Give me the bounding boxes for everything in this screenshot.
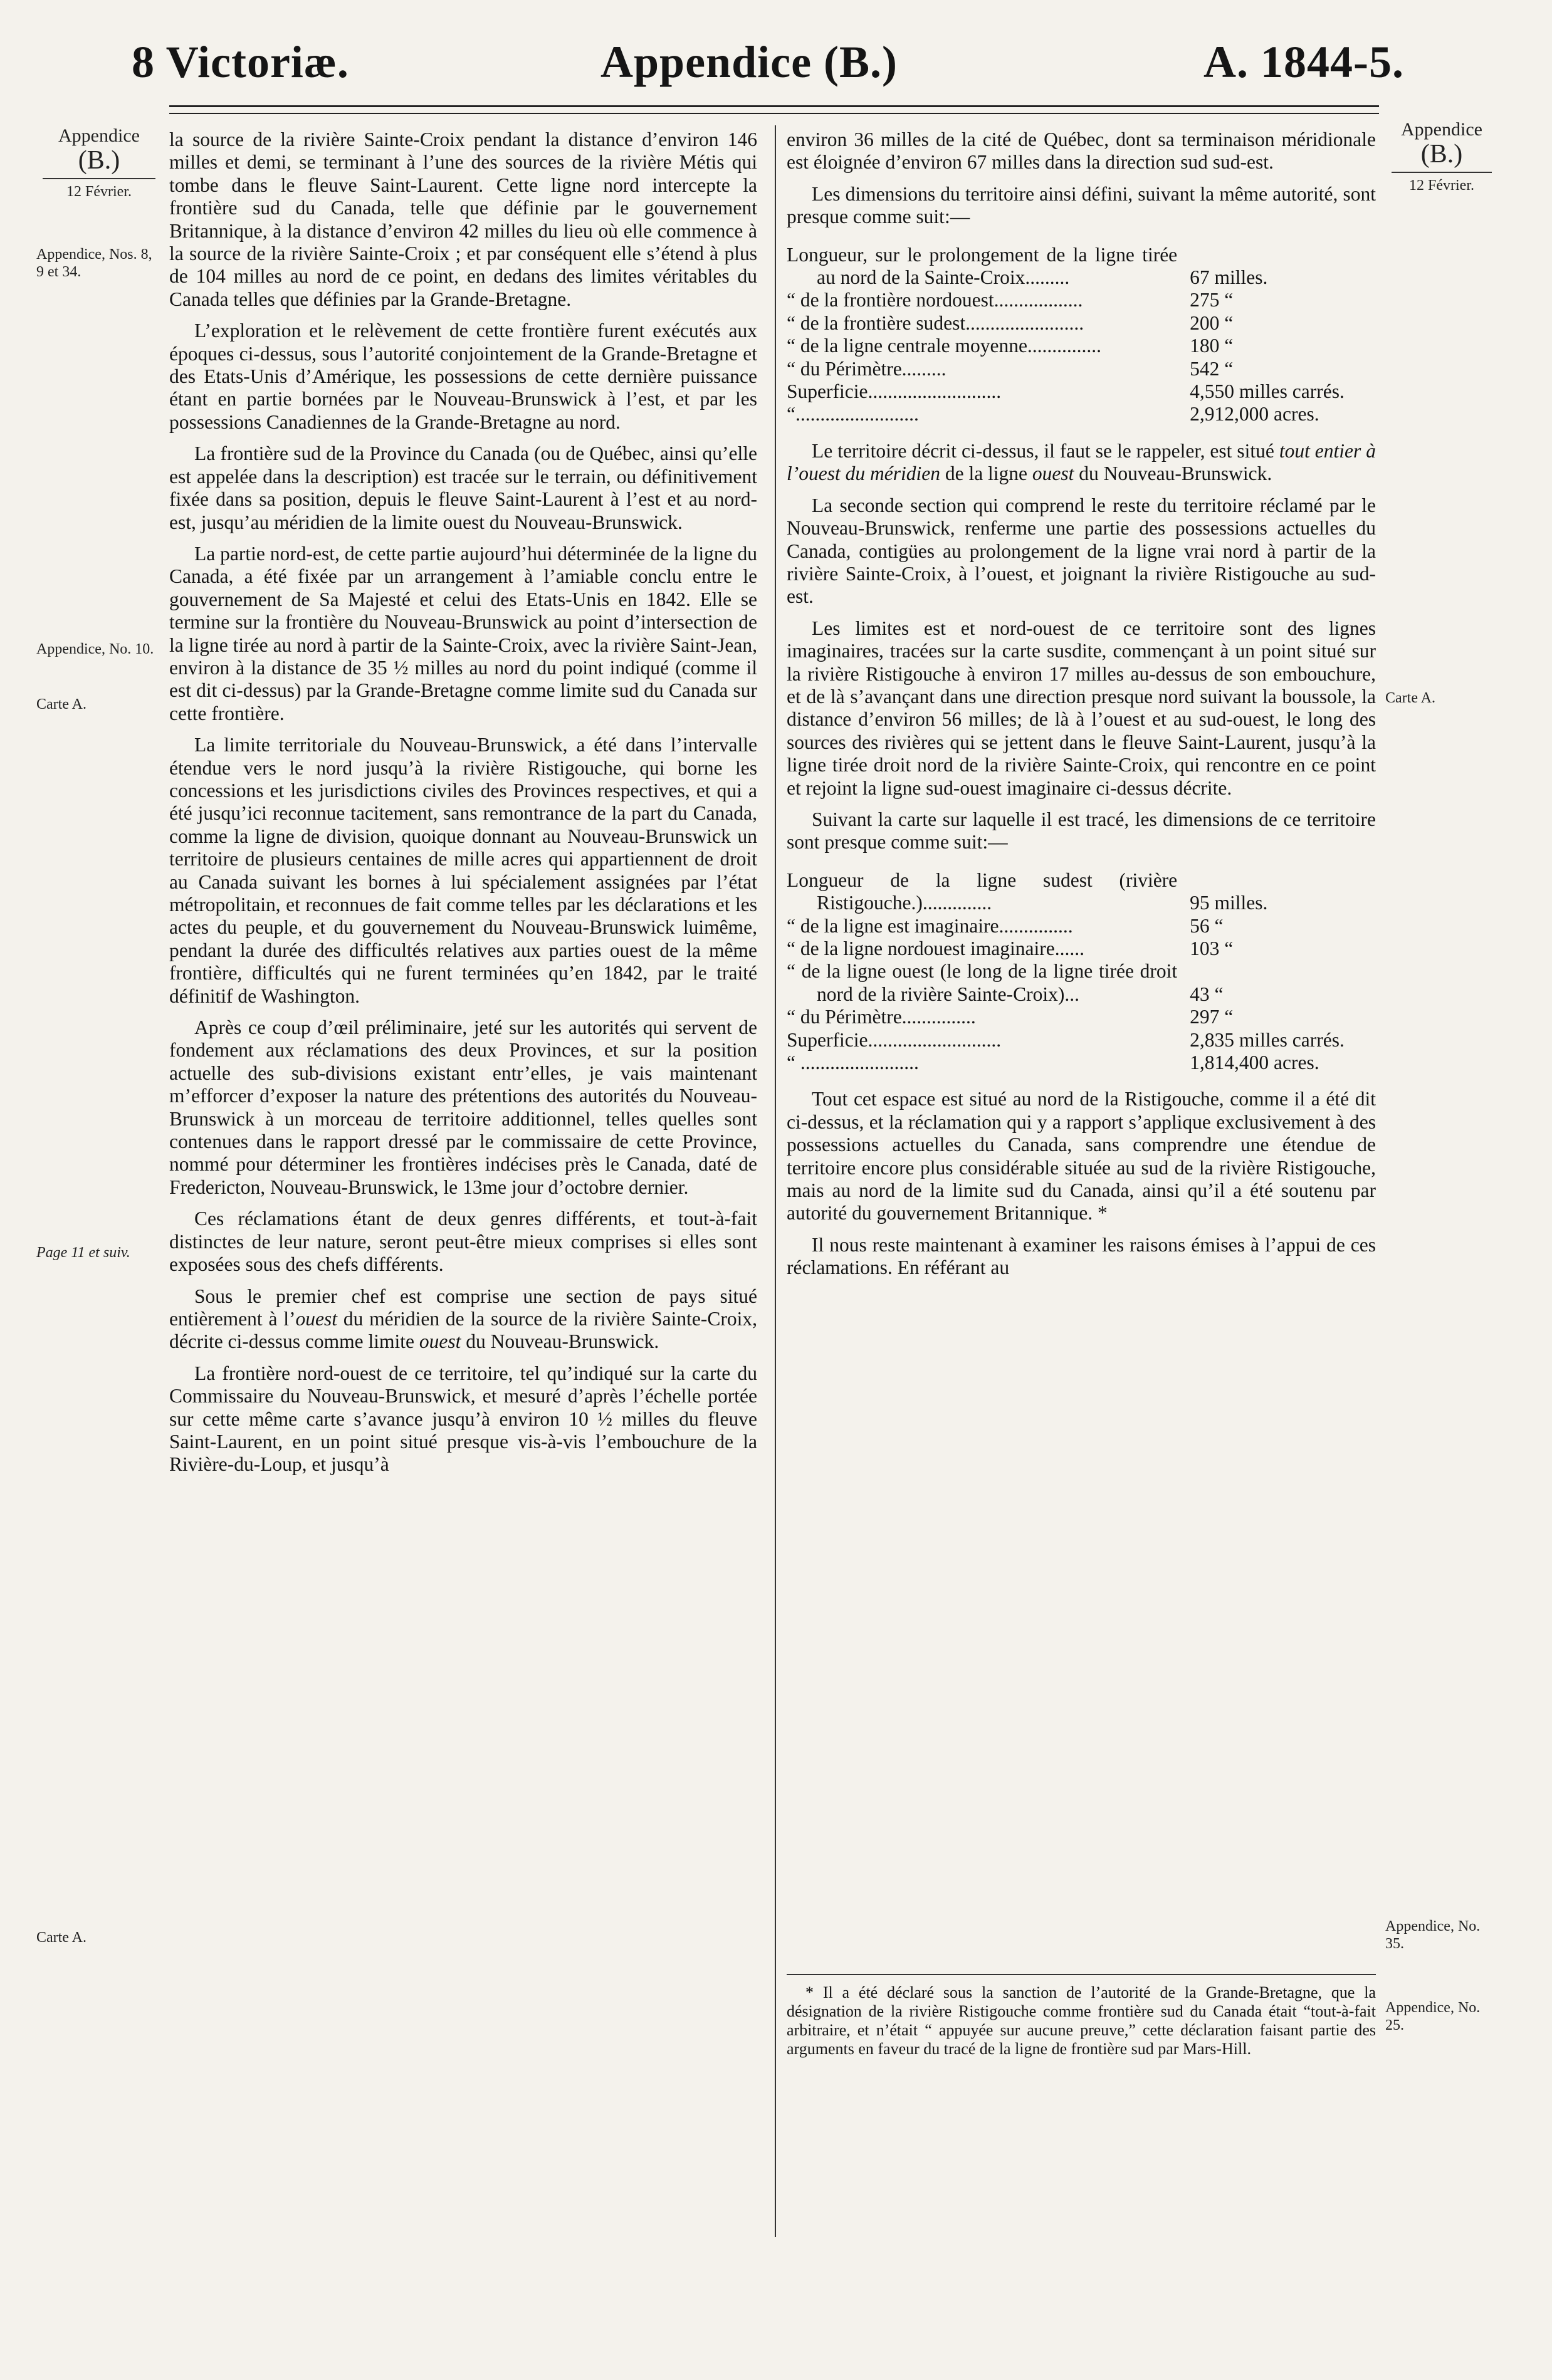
column-separator: [775, 125, 776, 2237]
right-p3-emphasis-2: ouest: [1032, 462, 1074, 485]
table-row-value: 297 “: [1190, 1006, 1234, 1028]
table-row-value: 200 “: [1190, 311, 1234, 334]
table-row-value: 180 “: [1190, 335, 1234, 357]
right-brace: [1392, 172, 1492, 173]
table-row-label: “ de la frontière sudest........................: [787, 311, 1084, 334]
table-row-value: 95 milles.: [1190, 892, 1268, 914]
table-row: [787, 1029, 1376, 1052]
right-paragraph-2: Les dimensions du territoire ainsi défini, suivant la même autorité, sont presque comme suit:—: [787, 182, 1376, 228]
page-header: [94, 25, 1404, 100]
footnote-rule: [787, 1974, 1376, 1975]
left-note-appendix-10: Appendice, No. 10.: [36, 641, 154, 657]
right-note-carte-a: Carte A.: [1385, 690, 1435, 706]
table-row-value: 275 “: [1190, 289, 1234, 311]
table-row-label: “ de la ligne est imaginaire...............: [787, 914, 1073, 937]
table-row-value: 2,835 milles carrés.: [1190, 1028, 1345, 1051]
right-paragraph-7: Tout cet espace est situé au nord de la Ristigouche, comme il a été dit ci-dessus, et la réclamation qui y a rapport s’applique exclusivement à des possessions actuelles du Canada, sans comprendre une étendue de territoire encore plus considérable située au sud de la rivière Ristigouche, mais au nord de la limite sud du Canada, ainsi qu’il a été soutenu par autorité du gouvernement Britannique. *: [787, 1088, 1376, 1224]
left-paragraph-6: Après ce coup d’œil préliminaire, jeté sur les autorités qui servent de fondement aux réclamations des deux Provinces, et sur la position actuelle des sub-divisions existant entr’elles, je vais maintenant m’efforcer d’exposer la nature des prétentions des autorités du Nouveau-Brunswick à un morceau de territoire additionnel, telles quelles sont contenues dans le rapport dressé par le commissaire de cette Province, nommé pour déterminer les frontières indécises près le Canada, daté de Fredericton, Nouveau-Brunswick, le 13me jour d’octobre dernier.: [169, 1016, 757, 1198]
table-row-value: 103 “: [1190, 937, 1234, 959]
table-row-label: Superficie...........................: [787, 380, 1002, 403]
table-row-value: 56 “: [1190, 914, 1224, 937]
table-row: [787, 915, 1376, 937]
right-appendix-label: Appendice: [1401, 119, 1482, 140]
table-row: [787, 937, 1376, 960]
header-session: 8 Victoriæ.: [132, 37, 349, 87]
right-p3-part-b: de la ligne: [940, 462, 1032, 485]
left-appendix-label: Appendice: [58, 125, 140, 146]
right-date: 12 Février.: [1409, 177, 1474, 194]
left-note-appendix-8-9-34: Appendice, Nos. 8, 9 et 34.: [36, 246, 152, 280]
left-appendix-letter: (B.): [78, 146, 120, 175]
table-row: [787, 380, 1376, 403]
table-row-label: “ de la ligne centrale moyenne...............: [787, 335, 1102, 357]
header-year: A. 1844-5.: [1203, 37, 1404, 87]
table-row-label: “ du Périmètre...............: [787, 1006, 976, 1028]
right-appendix-mark: [1385, 119, 1498, 194]
left-note-carte-a: Carte A.: [36, 696, 87, 712]
left-paragraph-2: L’exploration et le relèvement de cette frontière furent exécutés aux époques ci-dessus, sous l’autorité conjointement de la Grande-Bretagne et des Etats-Unis d’Amérique, les possessions de cette dernière puissance étant en partie bornées par le Nouveau-Brunswick à l’est, et par les possessions Canadiennes de la Grande-Bretagne au nord.: [169, 320, 757, 433]
right-note-appendix-25: Appendice, No. 25.: [1385, 2000, 1481, 2033]
table-row: [787, 244, 1376, 290]
left-paragraph-9: La frontière nord-ouest de ce territoire, tel qu’indiqué sur la carte du Commissaire du Nouveau-Brunswick, et mesuré d’après l’échelle portée sur cette même carte s’avance jusqu’à environ 10 ½ milles du fleuve Saint-Laurent, en un point situé presque vis-à-vis l’embouchure de la Rivière-du-Loup, et jusqu’à: [169, 1362, 757, 1476]
right-paragraph-4: La seconde section qui comprend le reste du territoire réclamé par le Nouveau-Brunswick, renferme une partie des possessions actuelles du Canada, contigües au prolongement de la ligne vrai nord à partir de la rivière Sainte-Croix, à l’ouest, et joignant la rivière Ristigouche au sud-est.: [787, 494, 1376, 608]
left-note-carte-a-2: Carte A.: [36, 1929, 87, 1946]
right-paragraph-8: Il nous reste maintenant à examiner les raisons émises à l’appui de ces réclamations. En référant au: [787, 1233, 1376, 1279]
left-column: [169, 128, 757, 1485]
right-p3-emphasis-1: tout entier à l’ouest du méridien: [787, 439, 1376, 485]
right-p3-part-a: Le territoire décrit ci-dessus, il faut se le rappeler, est situé: [812, 439, 1279, 462]
table-row: [787, 289, 1376, 311]
left-paragraph-3: La frontière sud de la Province du Canada (ou de Québec, ainsi qu’elle est appelée dans la description) est tracée sur le terrain, ou définitivement fixée dans sa position, depuis le fleuve Saint-Laurent à l’est et au nord-est, jusqu’au méridien de la limite ouest du Nouveau-Brunswick.: [169, 442, 757, 533]
left-paragraph-5: La limite territoriale du Nouveau-Brunswick, a été dans l’intervalle étendue vers le nord jusqu’à la rivière Ristigouche, qui borne les concessions et les jurisdictions civiles des Provinces respectives, et qui a été jusqu’ici reconnue tacitement, sans remontrance de la part du Canada, comme la ligne de division, quoique donnant au Nouveau-Brunswick un territoire de plusieurs centaines de mille acres qui appartiennent de droit au Canada suivant les bornes à lui spécialement assignées par l’état métropolitain, et reconnues de fait comme telles par les déclarations et les actes du peuple, et du gouvernement du Nouveau-Brunswick luimême, pendant la durée des difficultés relatives aux parties ouest de la même frontière, difficultés qui ne furent terminées qu’en 1842, par le traité définitif de Washington.: [169, 734, 757, 1007]
table-row: [787, 403, 1376, 425]
left-date: 12 Février.: [66, 184, 132, 200]
dimensions-table-2: [787, 869, 1376, 1075]
left-p8-emphasis-2: ouest: [419, 1330, 461, 1353]
footnote-text: * Il a été déclaré sous la sanction de l’autorité de la Grande-Bretagne, que la désignation de la rivière Ristigouche comme frontière sud du Canada était “tout-à-fait arbitraire, et n’était “ appuyée sur aucune preuve,” cette déclaration faisant partie des arguments en faveur du tracé de la ligne de frontière sud par Mars-Hill.: [787, 1983, 1376, 2058]
table-row-value: 2,912,000 acres.: [1190, 403, 1319, 425]
right-appendix-letter: (B.): [1420, 140, 1463, 169]
table-row: [787, 335, 1376, 357]
header-appendix: Appendice (B.): [600, 37, 898, 87]
right-paragraph-1: environ 36 milles de la cité de Québec, dont sa terminaison méridionale est éloignée d’environ 67 milles dans la direction sud sud-est.: [787, 128, 1376, 174]
right-p3-part-c: du Nouveau-Brunswick.: [1074, 462, 1272, 485]
table-row: [787, 358, 1376, 380]
left-paragraph-1: la source de la rivière Sainte-Croix pendant la distance d’environ 146 milles et demi, se terminant à l’une des sources de la rivière Métis qui tombe dans le fleuve Saint-Laurent. Cette ligne nord intercepte la frontière sud du Canada, telle que définie par le gouvernement Britannique, à la distance d’environ 42 milles du lieu où elle commence à la source de la rivière Sainte-Croix ; et par conséquent elle s’étend à plus de 104 milles au nord de ce point, en dedans des limites véritables du Canada telles que définies par la Grande-Bretagne.: [169, 128, 757, 310]
table-row: [787, 312, 1376, 335]
footnote: [787, 1983, 1376, 2059]
table-row-value: 43 “: [1190, 983, 1224, 1005]
table-row-label: “ de la ligne nordouest imaginaire......: [787, 937, 1084, 959]
left-p8-part-c: du Nouveau-Brunswick.: [461, 1330, 659, 1353]
table-row-value: 1,814,400 acres.: [1190, 1052, 1319, 1074]
left-paragraph-4: La partie nord-est, de cette partie aujourd’hui déterminée de la ligne du Canada, a été fixée par un arrangement à l’amiable conclu entre le gouvernement de Sa Majesté et celui des Etats-Unis en 1842. Elle se termine sur la frontière du Nouveau-Brunswick au point d’intersection de la ligne tirée au nord à partir de la Sainte-Croix, avec la rivière Saint-Jean, environ à la distance de 35 ½ milles au nord du point indiqué (comme il est dit ci-dessus) par la Grande-Bretagne comme limite sud du Canada sur cette frontière.: [169, 542, 757, 724]
table-row-label: “ du Périmètre.........: [787, 357, 946, 380]
table-row: [787, 1052, 1376, 1074]
left-note-page-11: Page 11 et suiv.: [36, 1245, 130, 1261]
right-paragraph-3: [787, 440, 1376, 486]
header-rule: [169, 105, 1379, 107]
table-row: [787, 960, 1376, 1006]
header-rule-thin: [169, 113, 1379, 114]
left-p8-emphasis-1: ouest: [295, 1307, 338, 1330]
table-row-label: Longueur, sur le prolongement de la ligne tirée au nord de la Sainte-Croix.........: [787, 243, 1178, 289]
table-row-label: Superficie...........................: [787, 1028, 1002, 1051]
right-paragraph-5: Les limites est et nord-ouest de ce territoire sont des lignes imaginaires, tracées sur la carte susdite, commençant à un point situé sur la rivière Ristigouche à environ 17 milles au-dessus de son embouchure, et de là s’avançant dans une direction presque nord suivant la boussole, la distance d’environ 56 milles; de là à l’ouest et au sud-ouest, le long des sources des rivières qui se jettent dans le fleuve Saint-Laurent, jusqu’à la ligne tirée droit nord de la rivière Sainte-Croix, qui rencontre en ce point et rejoint la ligne sud-ouest imaginaire ci-dessus décrite.: [787, 617, 1376, 799]
left-p8-part-b: du méridien de la source de la rivière Sainte-Croix, décrite ci-dessus comme limite: [169, 1307, 757, 1353]
table-row-label: Longueur de la ligne sudest (rivière Ristigouche.)..............: [787, 869, 1178, 914]
table-row-label: “ de la frontière nordouest..................: [787, 289, 1083, 311]
right-column: [787, 128, 1376, 1288]
right-paragraph-6: Suivant la carte sur laquelle il est tracé, les dimensions de ce territoire sont presque comme suit:—: [787, 808, 1376, 853]
table-row-value: 542 “: [1190, 357, 1234, 380]
table-row: [787, 869, 1376, 915]
left-p8-part-a: Sous le premier chef est comprise une section de pays situé entièrement à l’: [169, 1285, 757, 1330]
left-paragraph-7: Ces réclamations étant de deux genres différents, et tout-à-fait distinctes de leur nature, seront peut-être mieux comprises si elles sont exposées sous des chefs différents.: [169, 1208, 757, 1276]
left-appendix-mark: [36, 125, 162, 201]
table-row: [787, 1006, 1376, 1028]
right-note-appendix-35: Appendice, No. 35.: [1385, 1918, 1481, 1952]
dimensions-table-1: [787, 244, 1376, 426]
table-row-value: 67 milles.: [1190, 266, 1268, 289]
table-row-label: “ ........................: [787, 1052, 919, 1074]
table-row-label: “.........................: [787, 403, 919, 425]
table-row-value: 4,550 milles carrés.: [1190, 380, 1345, 403]
table-row-label: “ de la ligne ouest (le long de la ligne tirée droit nord de la rivière Sainte-Croix)...: [787, 960, 1178, 1005]
left-brace: [43, 178, 155, 179]
left-paragraph-8: [169, 1285, 757, 1354]
